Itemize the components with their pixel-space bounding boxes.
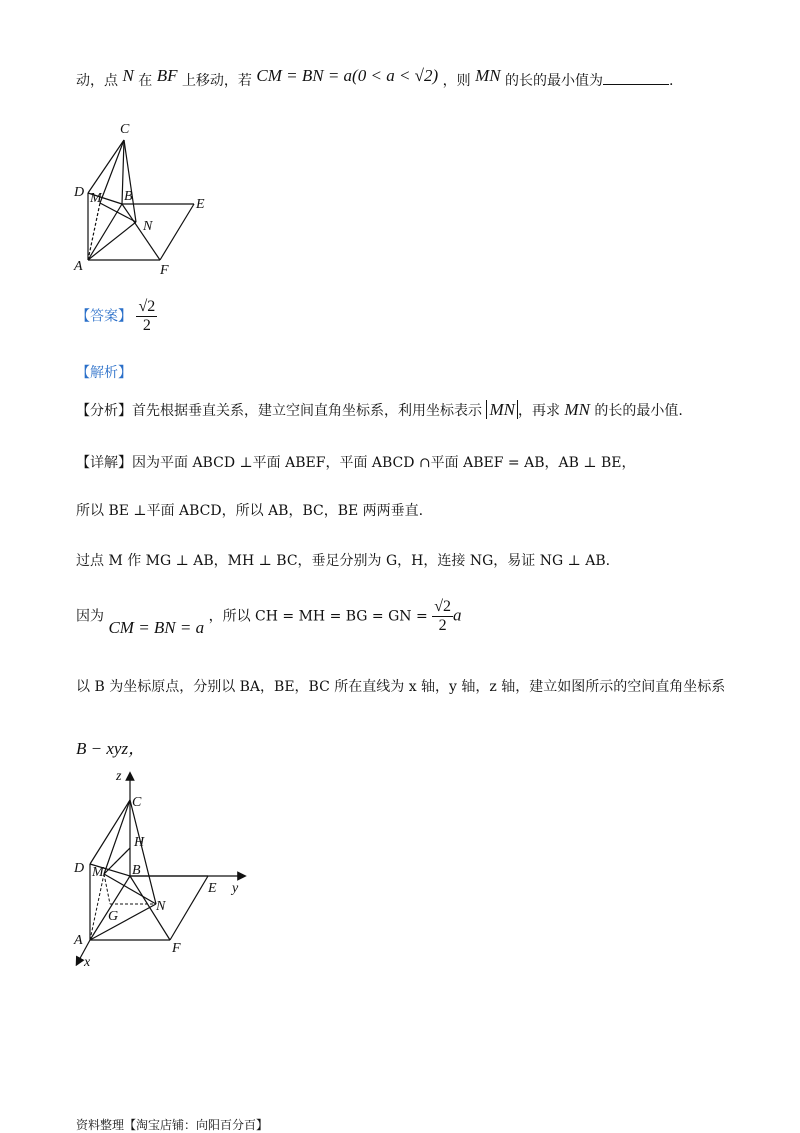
line-bxyz: B − xyz，: [76, 739, 146, 758]
answer-fraction: $\frac{√2}{2}$: [138, 298, 156, 334]
label-C: C: [120, 122, 130, 137]
line-yinwei: 因为 CM = BN = a ，所以 CH = MH = BG = GN = $\frac{√2}{2}$ a: [76, 598, 462, 637]
label-H: H: [134, 835, 145, 850]
line-guo: 过点 M 作 MG ⊥ AB，MH ⊥ BC，垂足分别为 G，H，连接 NG，易证 NG ⊥ AB.: [76, 553, 611, 569]
label-M2: M: [92, 865, 104, 880]
xiangjie-line: 【详解】因为平面 ABCD ⊥平面 ABEF，平面 ABCD ∩平面 ABEF = AB，AB ⊥ BE，: [76, 455, 636, 471]
fenxi-line: 【分析】首先根据垂直关系，建立空间直角坐标系，利用坐标表示 MN ，再求 MN 的长的最小值.: [76, 400, 683, 419]
label-N2: N: [156, 899, 166, 914]
figure-2: [66, 764, 256, 974]
label-C2: C: [132, 795, 142, 810]
label-E2: E: [208, 881, 217, 896]
label-A2: A: [74, 933, 83, 948]
label-z: z: [116, 769, 122, 784]
label-E: E: [196, 197, 205, 212]
label-x: x: [84, 955, 91, 970]
label-F: F: [160, 263, 169, 278]
label-D: D: [74, 185, 85, 200]
analysis-tag: 【解析】: [76, 365, 132, 381]
label-y: y: [232, 881, 239, 896]
figure-1: [70, 118, 230, 278]
label-N: N: [143, 219, 153, 234]
problem-line-1: 动，点 N 在 BF 上移动，若 CM = BN = a(0 < a < √2) ，则 MN 的长的最小值为 .: [76, 66, 674, 89]
yinwei-fraction: $\frac{√2}{2}$: [434, 598, 451, 634]
answer-blank: [603, 72, 669, 85]
line-coord: 以 B 为坐标原点，分别以 BA，BE，BC 所在直线为 x 轴，y 轴，z 轴，建立如图所示的空间直角坐标系: [76, 679, 726, 695]
label-M: M: [90, 191, 102, 206]
label-F2: F: [172, 941, 181, 956]
line-so: 所以 BE ⊥平面 ABCD，所以 AB，BC，BE 两两垂直.: [76, 503, 424, 519]
label-G: G: [108, 909, 119, 924]
label-D2: D: [74, 861, 85, 876]
answer-line: 【答案】 $\frac{√2}{2}$: [76, 298, 156, 334]
footer: 资料整理【淘宝店铺：向阳百分百】: [76, 1118, 269, 1132]
label-B2: B: [132, 863, 141, 878]
label-B: B: [124, 189, 133, 204]
label-A: A: [74, 259, 83, 274]
